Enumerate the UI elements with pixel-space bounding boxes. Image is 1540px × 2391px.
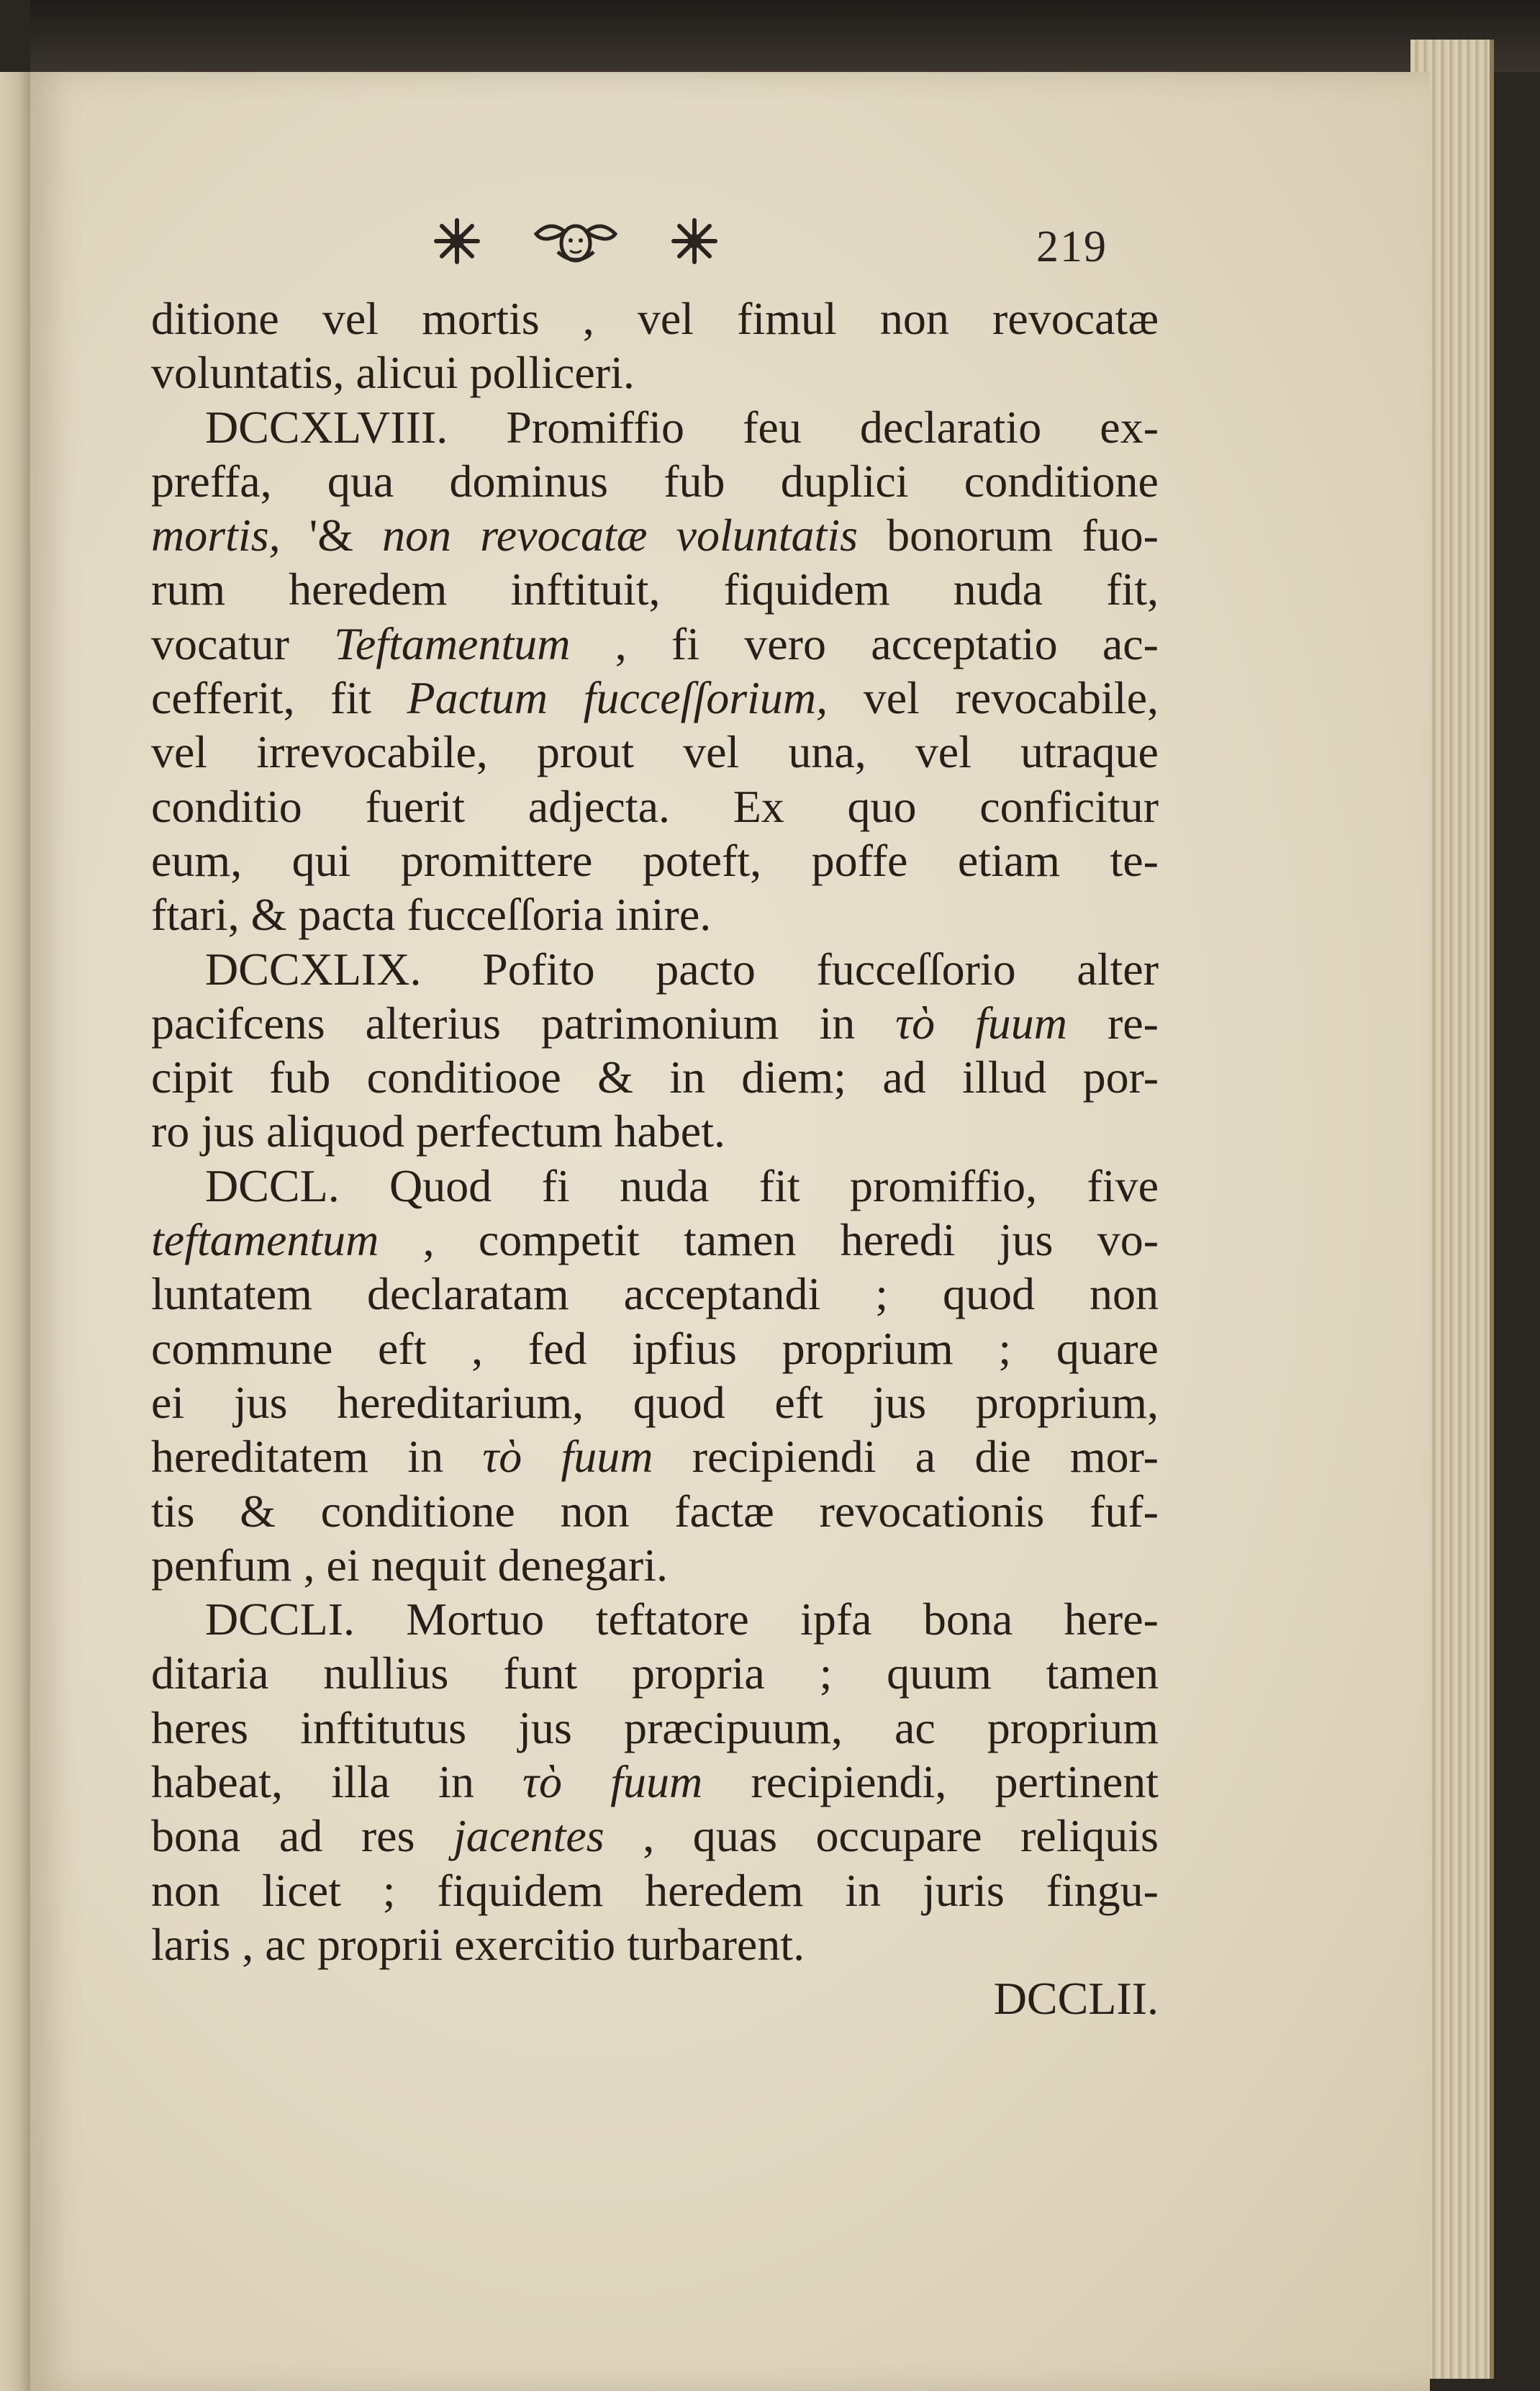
word: quas <box>692 1810 778 1862</box>
word: here- <box>1064 1594 1159 1645</box>
text-line <box>151 1104 1159 1158</box>
word: fiquidem <box>437 1864 604 1916</box>
text-line <box>151 1429 1159 1483</box>
word: fit <box>330 672 372 724</box>
word: in <box>438 1756 474 1808</box>
word: alicui <box>355 347 470 399</box>
word: conditiooe <box>366 1052 561 1103</box>
word: non <box>151 1864 220 1916</box>
word: illa <box>331 1756 390 1808</box>
word: , <box>643 1810 655 1862</box>
word: acceptandi <box>623 1268 821 1320</box>
word: in <box>845 1864 882 1916</box>
word: ipfius <box>632 1322 737 1374</box>
word: in <box>819 997 856 1049</box>
word: , <box>242 1918 266 1970</box>
word: fuum <box>610 1756 703 1808</box>
word: pacifcens <box>151 997 325 1049</box>
word: promiffio, <box>850 1160 1038 1211</box>
word: DCCXLVIII. <box>205 401 448 453</box>
word: ro <box>151 1106 201 1157</box>
word: & <box>250 889 299 941</box>
body-text <box>151 291 1159 2026</box>
text-line <box>151 454 1159 508</box>
word: fucceſſorium, <box>583 672 828 724</box>
word: por- <box>1082 1052 1159 1103</box>
star-ornament-icon <box>432 216 482 270</box>
word: quum <box>887 1648 992 1699</box>
word: perfectum <box>415 1106 615 1157</box>
page-number: 219 <box>1036 222 1108 271</box>
word: rum <box>151 564 226 615</box>
word: proprium <box>782 1322 954 1374</box>
word: in <box>407 1431 444 1483</box>
word: Promiffio <box>506 401 684 453</box>
word: non <box>879 293 949 344</box>
word: , <box>422 1214 435 1266</box>
word: pertinent <box>995 1756 1159 1808</box>
word: inftitutus <box>300 1701 467 1753</box>
word: poffe <box>811 834 908 886</box>
word: re- <box>1107 997 1159 1049</box>
word: fi <box>541 1160 570 1211</box>
word: recipiendi <box>692 1431 877 1483</box>
word: ad <box>882 1052 926 1103</box>
word: τὸ <box>482 1431 522 1483</box>
text-line <box>151 942 1159 996</box>
word: jus <box>872 1376 927 1428</box>
word: nuda <box>953 564 1043 615</box>
word: , <box>303 1539 327 1591</box>
word: conditione <box>964 455 1159 507</box>
word: ; <box>998 1322 1012 1374</box>
word: acceptatio <box>871 618 1058 669</box>
word: DCCL. <box>205 1160 340 1211</box>
word: tamen <box>684 1214 797 1266</box>
word: competit <box>478 1214 640 1266</box>
word: ac <box>265 1918 317 1970</box>
word: preffa, <box>151 455 272 507</box>
word: fiquidem <box>723 564 890 615</box>
text-line <box>151 725 1159 779</box>
word: non <box>382 510 452 561</box>
word: & <box>240 1485 276 1537</box>
word: propria <box>632 1648 765 1699</box>
word: dominus <box>449 455 608 507</box>
word: vel <box>322 293 379 344</box>
word: cipit <box>151 1052 233 1103</box>
word: pacto <box>656 943 756 995</box>
word: penfum <box>151 1539 304 1591</box>
text-line <box>151 1159 1159 1213</box>
word: voluntatis, <box>151 347 356 399</box>
word: alterius <box>365 997 501 1049</box>
word: pacta <box>298 889 407 941</box>
word: ei <box>326 1539 371 1591</box>
word: vo- <box>1097 1214 1159 1266</box>
word: reliquis <box>1020 1810 1159 1862</box>
word: aliquod <box>266 1106 416 1157</box>
word: ftari, <box>151 889 251 941</box>
word: inire. <box>615 889 712 941</box>
text-line <box>151 1917 1159 1971</box>
word: feu <box>743 401 802 453</box>
text-line <box>151 562 1159 616</box>
word: ; <box>819 1648 833 1699</box>
word: prout <box>536 726 634 778</box>
word: DCCLI. <box>205 1594 355 1645</box>
word: , <box>582 293 594 344</box>
word: licet <box>261 1864 341 1916</box>
word: eft <box>774 1376 823 1428</box>
word: Mortuo <box>406 1594 545 1645</box>
word: quod <box>633 1376 725 1428</box>
word: quo <box>847 780 917 832</box>
word: eum, <box>151 834 243 886</box>
word: revocationis <box>819 1485 1045 1537</box>
word: res <box>361 1810 415 1862</box>
word: cefferit, <box>151 672 295 724</box>
word: declaratio <box>859 401 1042 453</box>
word: fuf- <box>1090 1485 1159 1537</box>
word: heres <box>151 1701 249 1753</box>
word: proprium <box>987 1701 1159 1753</box>
word: præcipuum, <box>623 1701 843 1753</box>
word: ditione <box>151 293 279 344</box>
word: ipfa <box>800 1594 872 1645</box>
word: jus <box>999 1214 1054 1266</box>
word: alter <box>1077 943 1159 995</box>
word: teftatore <box>595 1594 749 1645</box>
word: hereditarium, <box>337 1376 584 1428</box>
word: fingu- <box>1046 1864 1159 1916</box>
word: non <box>1090 1268 1159 1320</box>
word: fit <box>758 1160 800 1211</box>
word: factæ <box>674 1485 774 1537</box>
word: fuerit <box>365 780 466 832</box>
text-line <box>151 887 1159 941</box>
text-line <box>151 1538 1159 1592</box>
word: τὸ <box>522 1756 563 1808</box>
word: revocabile, <box>955 672 1159 724</box>
word: Pactum <box>407 672 548 724</box>
word: exercitio <box>454 1918 628 1970</box>
word: in <box>669 1052 705 1103</box>
word: heredem <box>289 564 448 615</box>
word: , <box>615 618 627 669</box>
word: nullius <box>323 1648 449 1699</box>
word: vel <box>637 293 694 344</box>
word: vel <box>915 726 971 778</box>
word: jacentes <box>453 1810 604 1862</box>
word: occupare <box>815 1810 982 1862</box>
word: proprium, <box>975 1376 1159 1428</box>
cherub-head-icon <box>533 216 619 270</box>
head-ornament <box>432 216 720 270</box>
word: duplici <box>780 455 909 507</box>
word: ; <box>875 1268 888 1320</box>
word: recipiendi, <box>751 1756 947 1808</box>
word: conditione <box>320 1485 515 1537</box>
word: five <box>1087 1160 1159 1211</box>
word: mortis, <box>151 510 281 561</box>
word: revocatæ <box>480 510 648 561</box>
word: utraque <box>1020 726 1159 778</box>
text-line <box>151 1863 1159 1917</box>
word: fuum <box>561 1431 653 1483</box>
text-line <box>151 1809 1159 1863</box>
word: te- <box>1110 834 1159 886</box>
word: fuo- <box>1082 510 1159 561</box>
word: commune <box>151 1322 333 1374</box>
word: quare <box>1056 1322 1159 1374</box>
word: ei <box>151 1376 185 1428</box>
word: turbarent. <box>627 1918 805 1970</box>
word: jus <box>518 1701 572 1753</box>
word: non <box>560 1485 630 1537</box>
word: fed <box>527 1322 587 1374</box>
word: vel <box>151 726 208 778</box>
word: jus <box>201 1106 266 1157</box>
word: Pofito <box>482 943 595 995</box>
word: ad <box>278 1810 323 1862</box>
word: mortis <box>422 293 540 344</box>
word: ditaria <box>151 1648 269 1699</box>
word: revocatæ <box>992 293 1159 344</box>
book-top-shadow <box>30 0 1540 72</box>
text-line <box>151 1755 1159 1809</box>
word: denegari. <box>497 1539 668 1591</box>
word: polliceri. <box>469 347 635 399</box>
word: heredi <box>840 1214 956 1266</box>
word: τὸ <box>895 997 936 1049</box>
word: jus <box>233 1376 288 1428</box>
word: vel <box>863 672 920 724</box>
word: promittere <box>400 834 593 886</box>
word: vero <box>744 618 826 669</box>
word: bona <box>923 1594 1013 1645</box>
word: habeat, <box>151 1756 283 1808</box>
word: diem; <box>741 1052 847 1103</box>
word: DCCLII. <box>993 1973 1159 2025</box>
text-line <box>151 1050 1159 1104</box>
word: fucceſſorio <box>816 943 1016 995</box>
text-line <box>151 345 1159 399</box>
word: Teftamentum <box>334 618 571 669</box>
word: declaratam <box>366 1268 569 1320</box>
word: luntatem <box>151 1268 312 1320</box>
text-line <box>151 1321 1159 1375</box>
word: proprii <box>317 1918 455 1970</box>
word: fimul <box>737 293 837 344</box>
word: qua <box>327 455 394 507</box>
word: '& <box>309 510 354 561</box>
word: ex- <box>1100 401 1159 453</box>
word: , <box>471 1322 484 1374</box>
word: ac- <box>1102 618 1159 669</box>
text-line <box>151 1701 1159 1755</box>
word: laris <box>151 1918 243 1970</box>
text-line <box>151 833 1159 887</box>
word: fi <box>671 618 700 669</box>
word: Ex <box>733 780 784 832</box>
word: vocatur <box>151 618 289 669</box>
word: funt <box>503 1648 578 1699</box>
word: bona <box>151 1810 241 1862</box>
star-ornament-icon <box>669 216 720 270</box>
word: poteft, <box>642 834 762 886</box>
word: ac <box>894 1701 936 1753</box>
book-gutter <box>0 72 30 2391</box>
text-line <box>151 1375 1159 1429</box>
word: illud <box>962 1052 1047 1103</box>
word: die <box>974 1431 1031 1483</box>
word: eft <box>378 1322 427 1374</box>
text-line <box>151 400 1159 454</box>
text-line <box>151 291 1159 345</box>
word: vel <box>683 726 740 778</box>
word: irrevocabile, <box>256 726 488 778</box>
word: adjecta. <box>527 780 670 832</box>
word: qui <box>291 834 351 886</box>
word: fucceſſoria <box>407 889 615 941</box>
text-line <box>151 1646 1159 1700</box>
text-line <box>151 996 1159 1050</box>
word: fub <box>269 1052 331 1103</box>
word: habet. <box>614 1106 725 1157</box>
word: a <box>915 1431 936 1483</box>
word: conditio <box>151 780 302 832</box>
word: ; <box>382 1864 396 1916</box>
text-line <box>151 1213 1159 1267</box>
word: etiam <box>957 834 1061 886</box>
word: fit, <box>1106 564 1159 615</box>
word: nequit <box>371 1539 498 1591</box>
text-line <box>151 1592 1159 1646</box>
word: tamen <box>1046 1648 1159 1699</box>
text-line <box>151 1971 1159 2025</box>
text-line <box>151 508 1159 562</box>
word: bonorum <box>887 510 1054 561</box>
word: una, <box>788 726 866 778</box>
text-line <box>151 779 1159 833</box>
word: quod <box>943 1268 1035 1320</box>
word: nuda <box>620 1160 710 1211</box>
text-line <box>151 671 1159 725</box>
text-line <box>151 1267 1159 1321</box>
word: Quod <box>389 1160 492 1211</box>
word: fub <box>663 455 725 507</box>
word: hereditatem <box>151 1431 369 1483</box>
word: conficitur <box>979 780 1159 832</box>
word: juris <box>922 1864 1005 1916</box>
word: inftituit, <box>510 564 661 615</box>
word: patrimonium <box>540 997 779 1049</box>
word: tis <box>151 1485 195 1537</box>
word: voluntatis <box>676 510 858 561</box>
word: teftamentum <box>151 1214 379 1266</box>
word: heredem <box>645 1864 804 1916</box>
word: & <box>597 1052 633 1103</box>
word: fuum <box>975 997 1067 1049</box>
text-line <box>151 617 1159 671</box>
text-line <box>151 1484 1159 1538</box>
word: DCCXLIX. <box>205 943 422 995</box>
word: mor- <box>1069 1431 1159 1483</box>
